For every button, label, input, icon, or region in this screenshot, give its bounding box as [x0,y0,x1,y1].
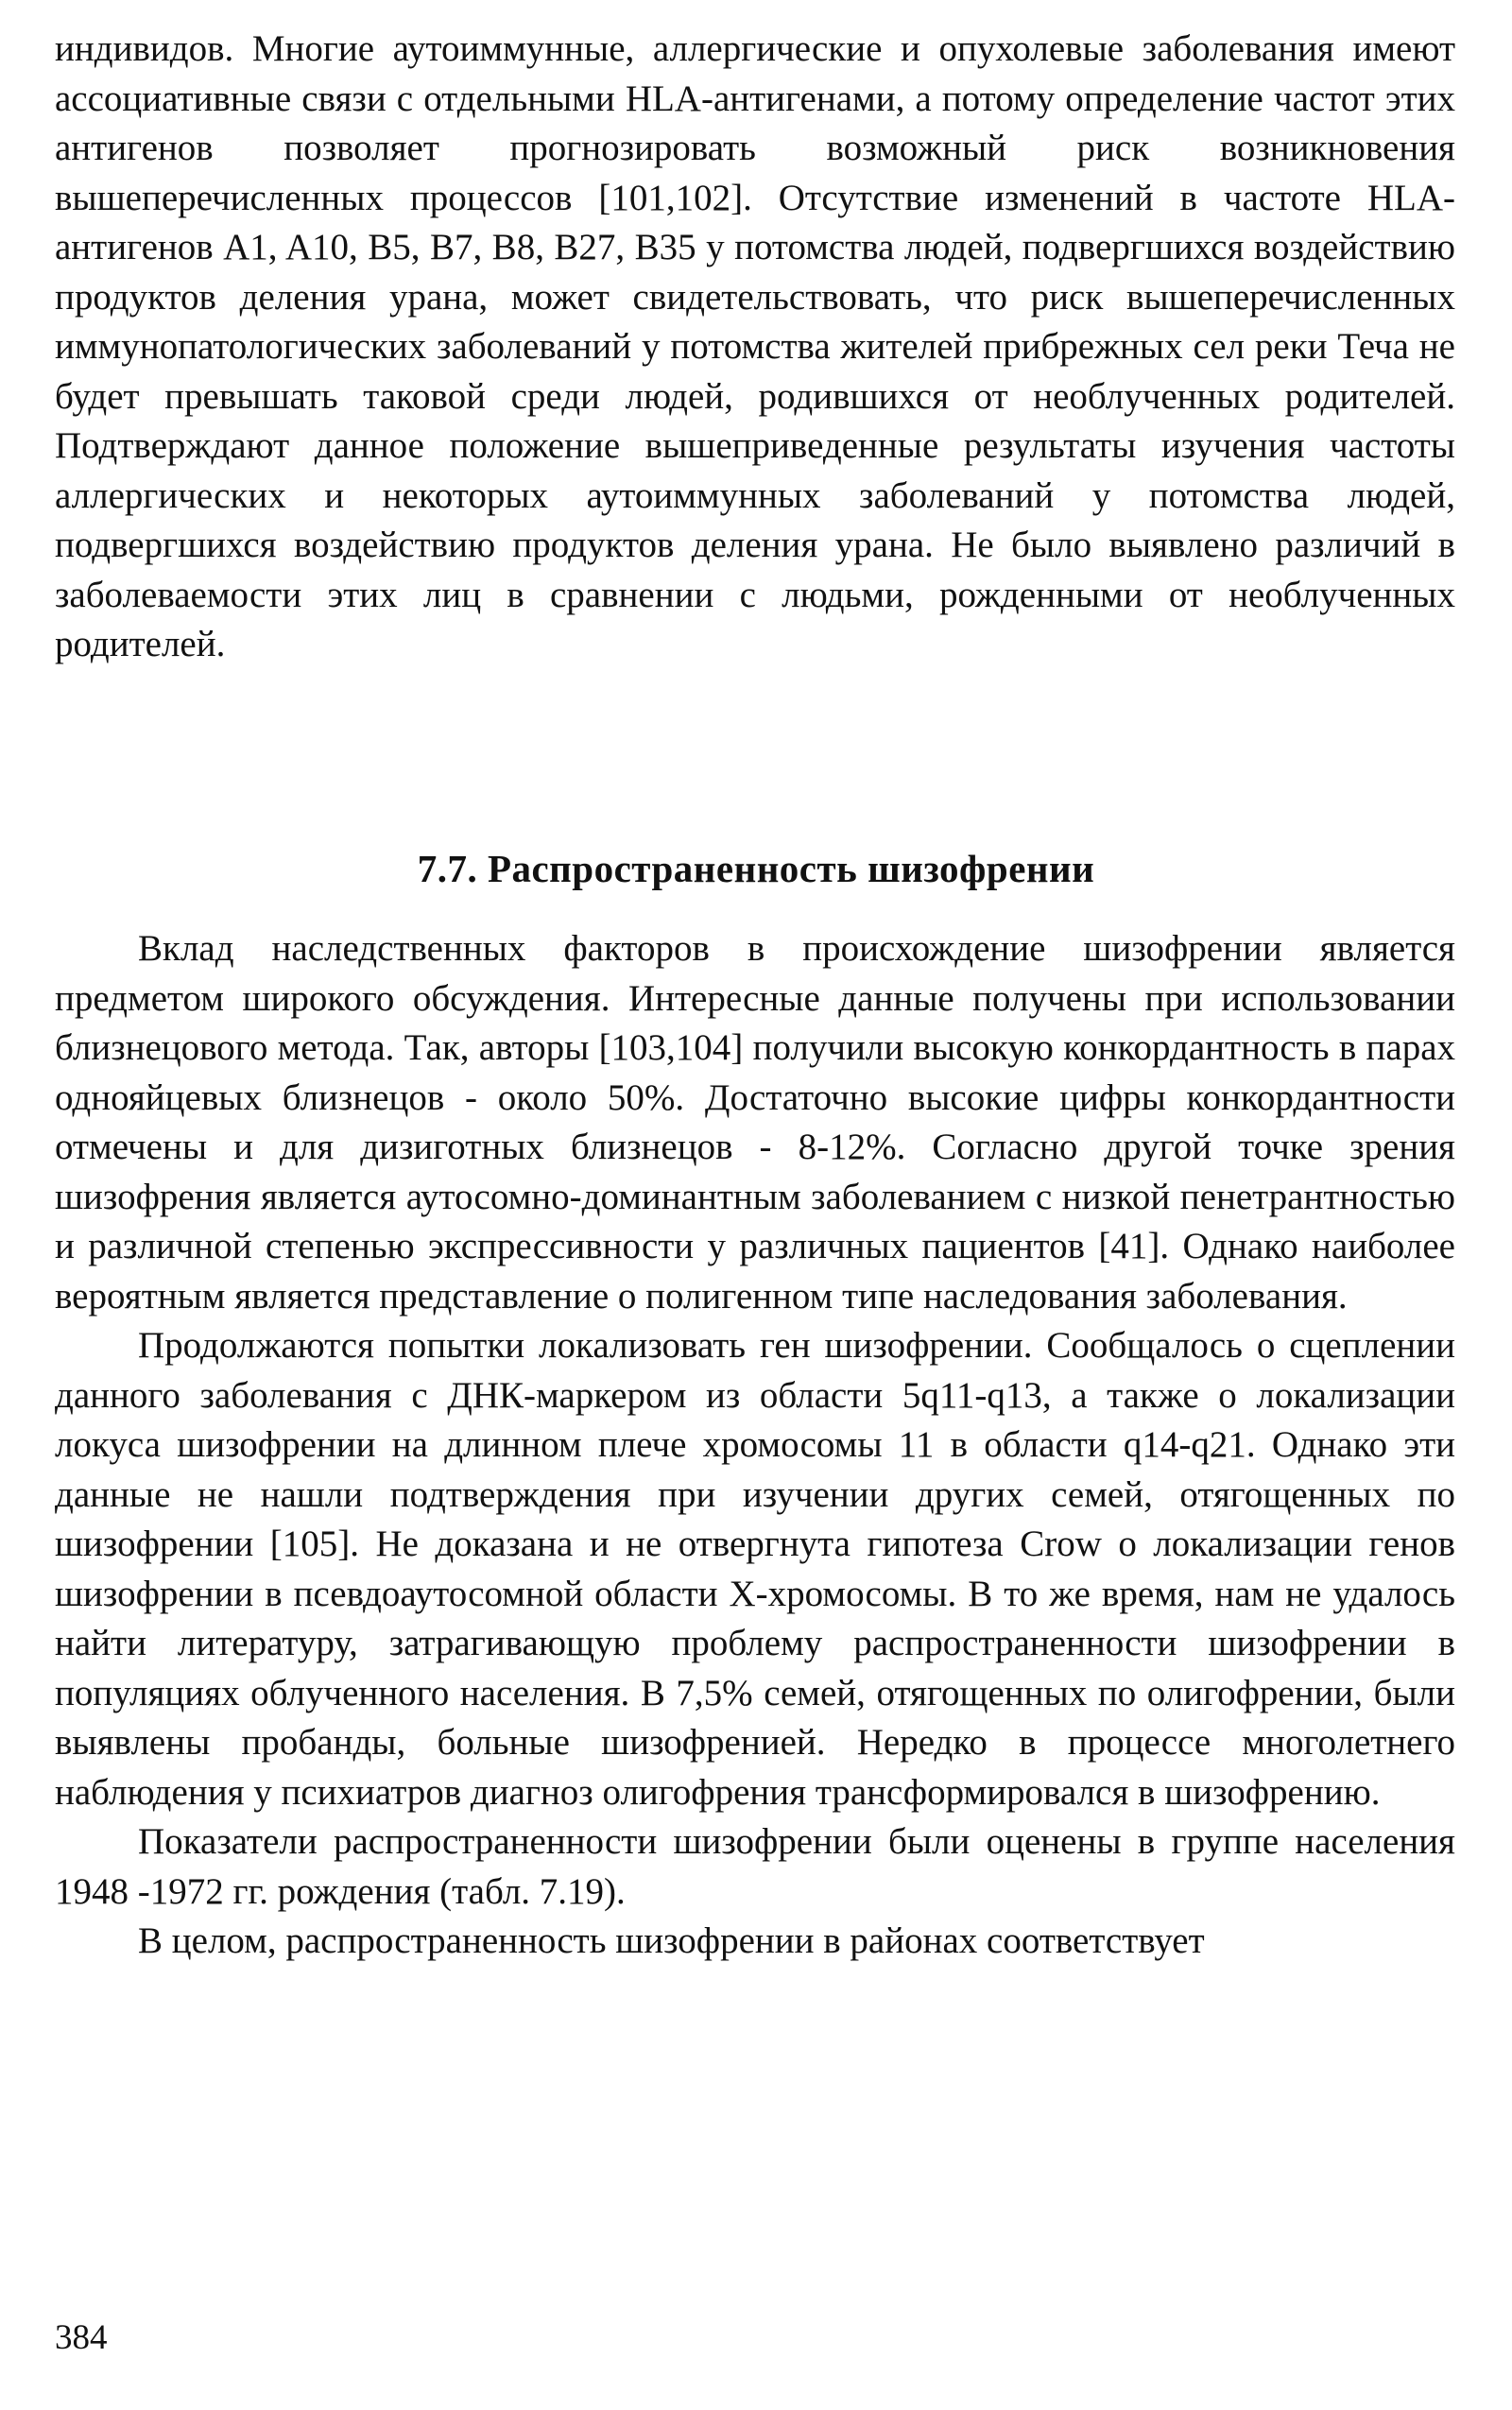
paragraph-hereditary-factors: Вклад наследственных факторов в происхождение шизофрении является предметом широкого обсуждения. Интересные данные получены при использовании близнецового метода. Так, авторы [103,104] получили высокую конкордантность в парах однояйцевых близнецов - около 50%. Достаточно высокие цифры конкордантности отмечены и для дизиготных близнецов - 8-12%. Согласно другой точке зрения шизофрения является аутосомно-доминантным заболеванием с низкой пенетрантностью и различной степенью экспрессивности у различных пациентов [41]. Однако наиболее вероятным является представление о полигенном типе наследования заболевания. [55,928,1455,1317]
paragraph-hla-antigens: индивидов. Многие аутоиммунные, аллергические и опухолевые заболевания имеют ассоциативные связи с отдельными HLA-антигенами, а потому определение частот этих антигенов позволяет прогнозировать возможный риск возникновения вышеперечисленных процессов [101,102]. Отсутствие изменений в частоте HLA-антигенов A1, A10, B5, B7, B8, B27, B35 у потомства людей, подвергшихся воздействию продуктов деления урана, может свидетельствовать, что риск вышеперечисленных иммунопатологических заболеваний у потомства жителей прибрежных сел реки Теча не будет превышать таковой среди людей, родившихся от необлученных родителей. Подтверждают данное положение вышеприведенные результаты изучения частоты аллергических и некоторых аутоиммунных заболеваний у потомства людей, подвергшихся воздействию продуктов деления урана. Не было выявлено различий в заболеваемости этих лиц в сравнении с людьми, рожденными от необлученных родителей. [55,28,1455,664]
section-heading: 7.7. Распространенность шизофрении [417,847,1095,890]
paragraph-prevalence-indicators: Показатели распространенности шизофрении были оценены в группе населения 1948 -1972 гг. рождения (табл. 7.19). [55,1821,1455,1912]
paragraph-prevalence-districts: В целом, распространенность шизофрении в районах соответствует [138,1920,1205,1961]
page-number: 384 [55,2318,108,2357]
top-text-block [55,25,1455,670]
main-text-block [55,924,1455,1967]
paragraph-gene-localization: Продолжаются попытки локализовать ген шизофрении. Сообщалось о сцеплении данного заболевания с ДНК-маркером из области 5q11-q13, а также о локализации локуса шизофрении на длинном плече хромосомы 11 в области q14-q21. Однако эти данные не нашли подтверждения при изучении других семей, отягощенных по шизофрении [105]. Не доказана и не отвергнута гипотеза Crow о локализации генов шизофрении в псевдоаутосомной области X-хромосомы. В то же время, нам не удалось найти литературу, затрагивающую проблему распространенности шизофрении в популяциях облученного населения. В 7,5% семей, отягощенных по олигофрении, были выявлены пробанды, больные шизофренией. Нередко в процессе многолетнего наблюдения у психиатров диагноз олигофрения трансформировался в шизофрению. [55,1325,1455,1813]
